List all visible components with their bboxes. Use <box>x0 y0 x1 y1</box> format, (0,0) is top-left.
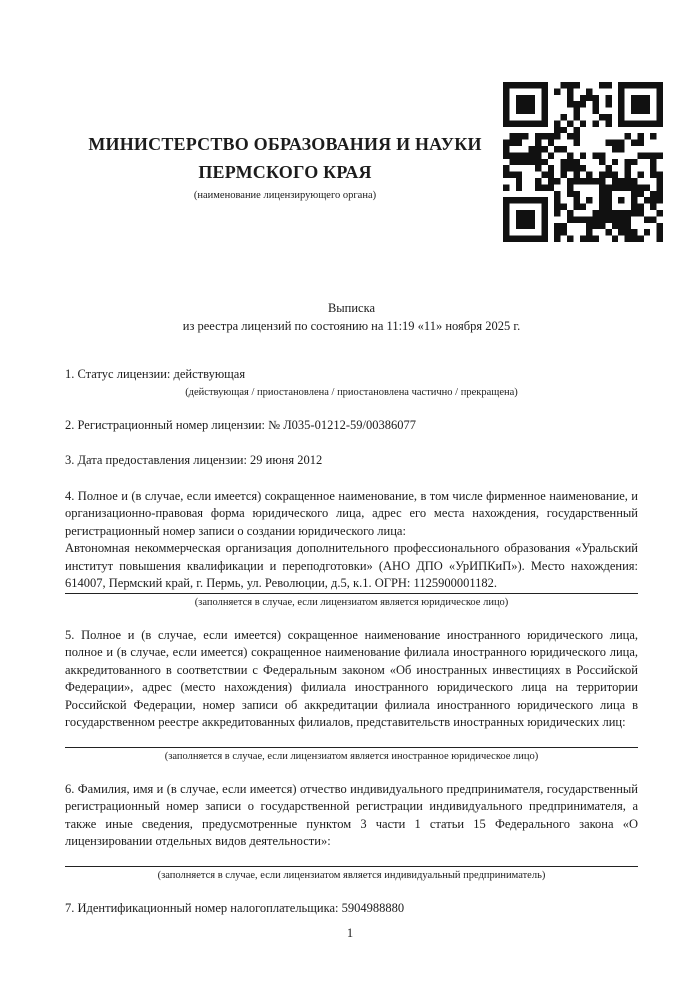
document-body <box>65 300 638 917</box>
document-title-block <box>65 300 638 335</box>
individual-question: 6. Фамилия, имя и (в случае, если имеется) отчество индивидуального предпринимателя, государственный регистрационный номер записи о государственной регистрации индивидуального предпринимателя, а также иные сведения, предусмотренные пунктом 3 части 1 статьи 15 Федерального закона «О лицензировании отдельных видов деятельности»: <box>65 781 638 848</box>
item-legal-entity <box>65 488 638 609</box>
grant-date-text: 3. Дата предоставления лицензии: 29 июня 2012 <box>65 453 323 467</box>
foreign-entity-fill-rule <box>65 747 638 748</box>
ministry-name-line2: ПЕРМСКОГО КРАЯ <box>198 162 372 182</box>
individual-caption: (заполняется в случае, если лицензиатом является индивидуальный предприниматель) <box>157 869 546 881</box>
legal-entity-question: 4. Полное и (в случае, если имеется) сокращенное наименование, в том числе фирменное наименование, и организационно-правовая форма юридического лица, адрес его места нахождения, государственный регистрационный номер записи о создании юридического лица: <box>65 488 638 538</box>
item-taxpayer-number <box>65 900 638 918</box>
document-subtitle: из реестра лицензий по состоянию на 11:19 «11» ноября 2025 г. <box>182 318 521 333</box>
individual-fill-rule <box>65 866 638 867</box>
item-foreign-entity <box>65 627 638 763</box>
item-grant-date <box>65 452 638 470</box>
foreign-entity-caption: (заполняется в случае, если лицензиатом является иностранное юридическое лицо) <box>164 750 539 762</box>
qr-code <box>503 82 663 242</box>
foreign-entity-question: 5. Полное и (в случае, если имеется) сокращенное наименование иностранного юридического лица, полное и (в случае, если имеется) сокращенное наименование филиала иностранного юридического лица, аккредитованного в соответствии с Федеральным законом «Об иностранных инвестициях в Российской Федерации», адрес (место нахождения) филиала иностранного юридического лица на территории Российской Федерации, номер записи об аккредитации филиала иностранного юридического лица в государственном реестре аккредитованных филиалов, представительств иностранных юридических лиц: <box>65 627 638 729</box>
taxpayer-number-text: 7. Идентификационный номер налогоплательщика: 5904988880 <box>65 900 405 915</box>
legal-entity-fill-rule <box>65 593 638 594</box>
item-registration-number <box>65 417 638 435</box>
licensing-authority-block <box>65 130 505 202</box>
item-individual-entrepreneur <box>65 781 638 882</box>
document-title: Выписка <box>327 301 376 315</box>
legal-entity-caption: (заполняется в случае, если лицензиатом является юридическое лицо) <box>194 596 509 608</box>
ministry-caption: (наименование лицензирующего органа) <box>193 190 377 201</box>
ministry-name-line1: МИНИСТЕРСТВО ОБРАЗОВАНИЯ И НАУКИ <box>88 134 482 154</box>
registration-number-text: 2. Регистрационный номер лицензии: № Л035-01212-59/00386077 <box>65 417 416 432</box>
license-status-caption: (действующая / приостановлена / приостановлена частично / прекращена) <box>185 386 518 398</box>
license-status-text: 1. Статус лицензии: действующая <box>65 367 246 381</box>
legal-entity-answer: Автономная некоммерческая организация дополнительного профессионального образования «Уральский институт повышения квалификации и переподготовки» (АНО ДПО «УрИПКиП»). Место нахождения: 614007, Пермский край, г. Пермь, ул. Революции, д.5, к.1. ОГРН: 1125900001182. <box>65 541 638 590</box>
item-license-status <box>65 366 638 399</box>
page-number: 1 <box>346 926 354 940</box>
